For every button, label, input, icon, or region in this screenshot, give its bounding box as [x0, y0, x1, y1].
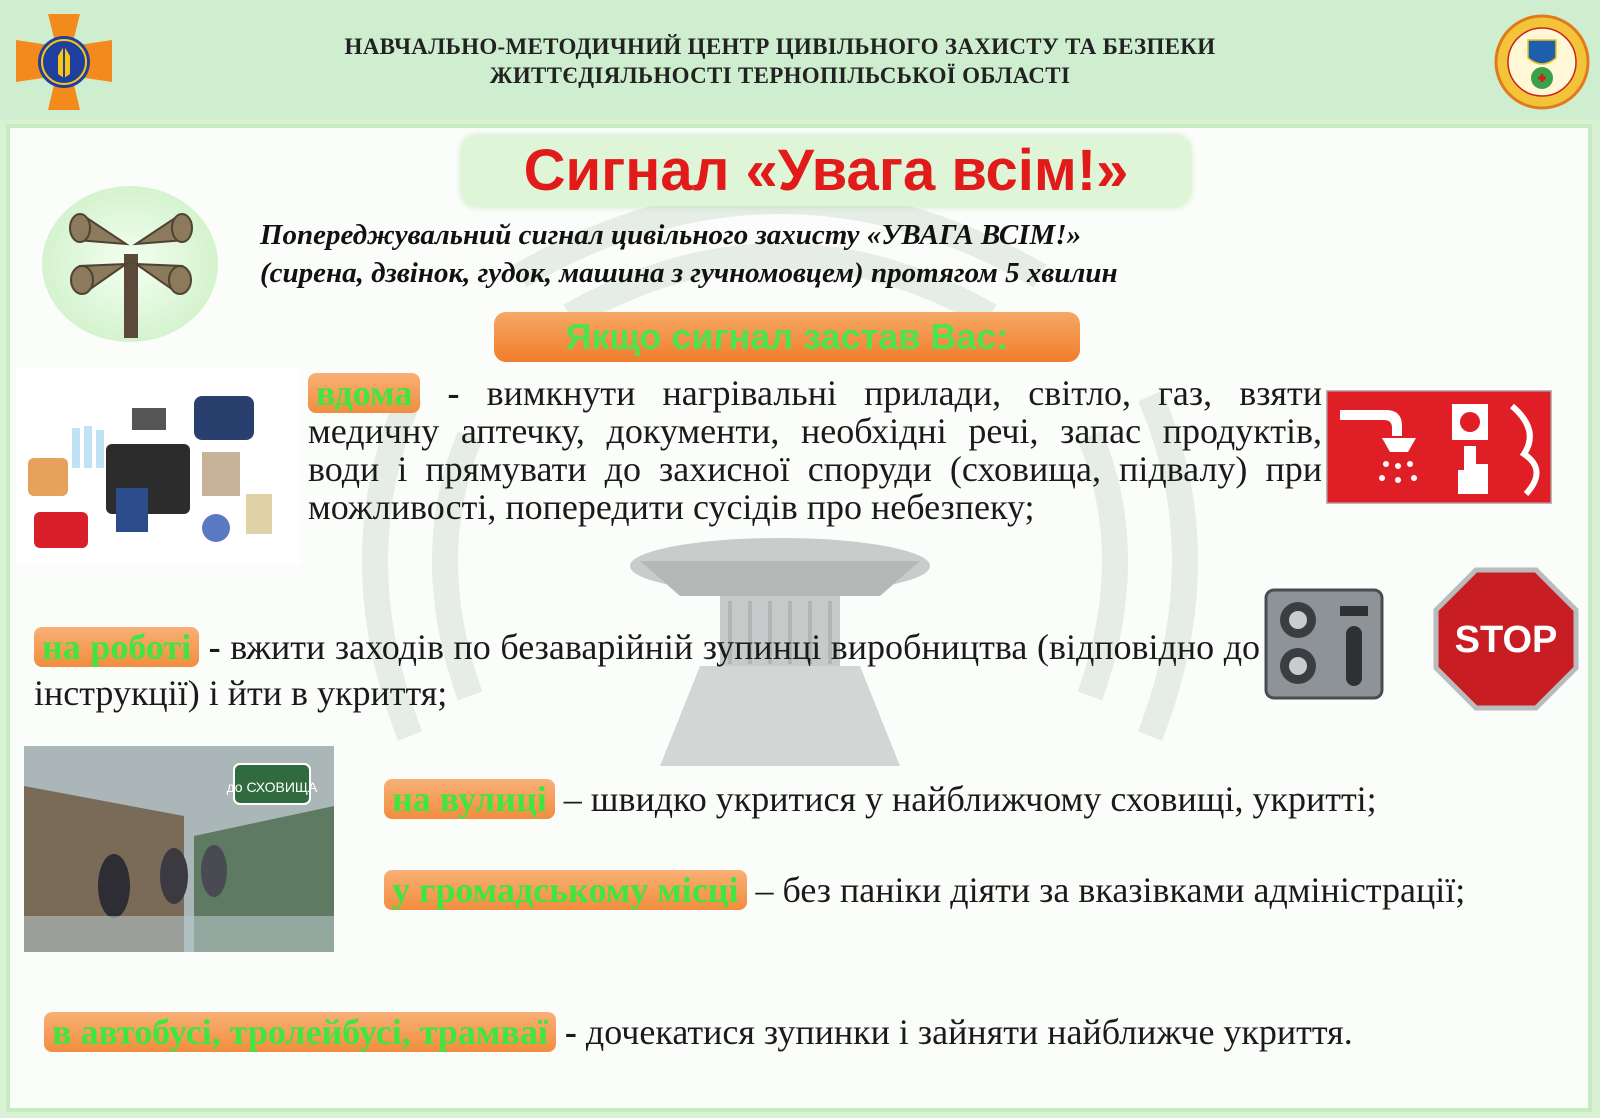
instruction-work — [34, 624, 1260, 716]
separator-street: – — [554, 779, 591, 819]
emergency-kit-image — [16, 368, 300, 564]
organization-name-line1: НАВЧАЛЬНО-МЕТОДИЧНИЙ ЦЕНТР ЦИВІЛЬНОГО ЗАХИСТУ ТА БЕЗПЕКИ — [344, 34, 1216, 59]
page-title: Сигнал «Увага всім!» — [523, 138, 1129, 203]
highlight-street: на вулиці — [384, 779, 555, 819]
shelter-photo-image — [24, 746, 334, 952]
highlight-public: у громадському місці — [384, 870, 747, 910]
instruction-home — [308, 374, 1322, 526]
signal-description-line2: (сирена, дзвінок, гудок, машина з гучномовцем) протягом 5 хвилин — [260, 257, 1118, 289]
signal-description-line1: Попереджувальний сигнал цивільного захисту «УВАГА ВСІМ!» — [260, 219, 1082, 251]
title-banner — [462, 136, 1190, 206]
section-banner — [494, 312, 1080, 362]
organization-name — [230, 32, 1330, 90]
stop-sign-icon — [1432, 566, 1580, 712]
civil-protection-emblem-icon — [12, 10, 116, 114]
instruction-home-text: вимкнути нагрівальні прилади, світло, газ, взяти медичну аптечку, документи, необхідні речі, запас продуктів, води і прямувати до захисної споруди (сховища, підвалу) при можливості, попередити сусідів про небезпеку; — [308, 373, 1322, 527]
instruction-transport — [44, 1010, 1568, 1054]
highlight-transport: в автобусі, тролейбусі, трамваї — [44, 1012, 556, 1052]
organization-name-line2: ЖИТТЄДІЯЛЬНОСТІ ТЕРНОПІЛЬСЬКОЇ ОБЛАСТІ — [489, 63, 1071, 88]
separator-public: – — [746, 870, 783, 910]
signal-description — [260, 216, 1500, 292]
instruction-transport-text: дочекатися зупинки і зайняти найближче укриття. — [585, 1012, 1353, 1052]
separator-home: - — [420, 373, 487, 413]
instruction-public-text: без паніки діяти за вказівками адміністрації; — [782, 870, 1466, 910]
instruction-public — [384, 868, 1580, 912]
fire-sprinkler-sign-icon — [1326, 390, 1552, 504]
highlight-work: на роботі — [34, 627, 199, 667]
shelter-sign-text: до СХОВИЩА — [226, 779, 318, 795]
separator-transport: - — [555, 1012, 586, 1052]
instruction-work-text: вжити заходів по безаварійній зупинці виробництва (відповідно до інструкції) і йти в укриття; — [34, 627, 1261, 713]
training-center-seal-icon — [1494, 14, 1590, 110]
loudspeaker-siren-icon — [56, 194, 206, 338]
highlight-home: вдома — [308, 373, 420, 413]
instruction-street — [384, 780, 1564, 818]
control-panel-image — [1262, 586, 1386, 702]
stop-sign-text: STOP — [1454, 619, 1558, 661]
separator-work: - — [199, 627, 231, 667]
instruction-street-text: швидко укритися у найближчому сховищі, укритті; — [590, 779, 1377, 819]
section-title: Якщо сигнал застав Вас: — [565, 316, 1009, 357]
